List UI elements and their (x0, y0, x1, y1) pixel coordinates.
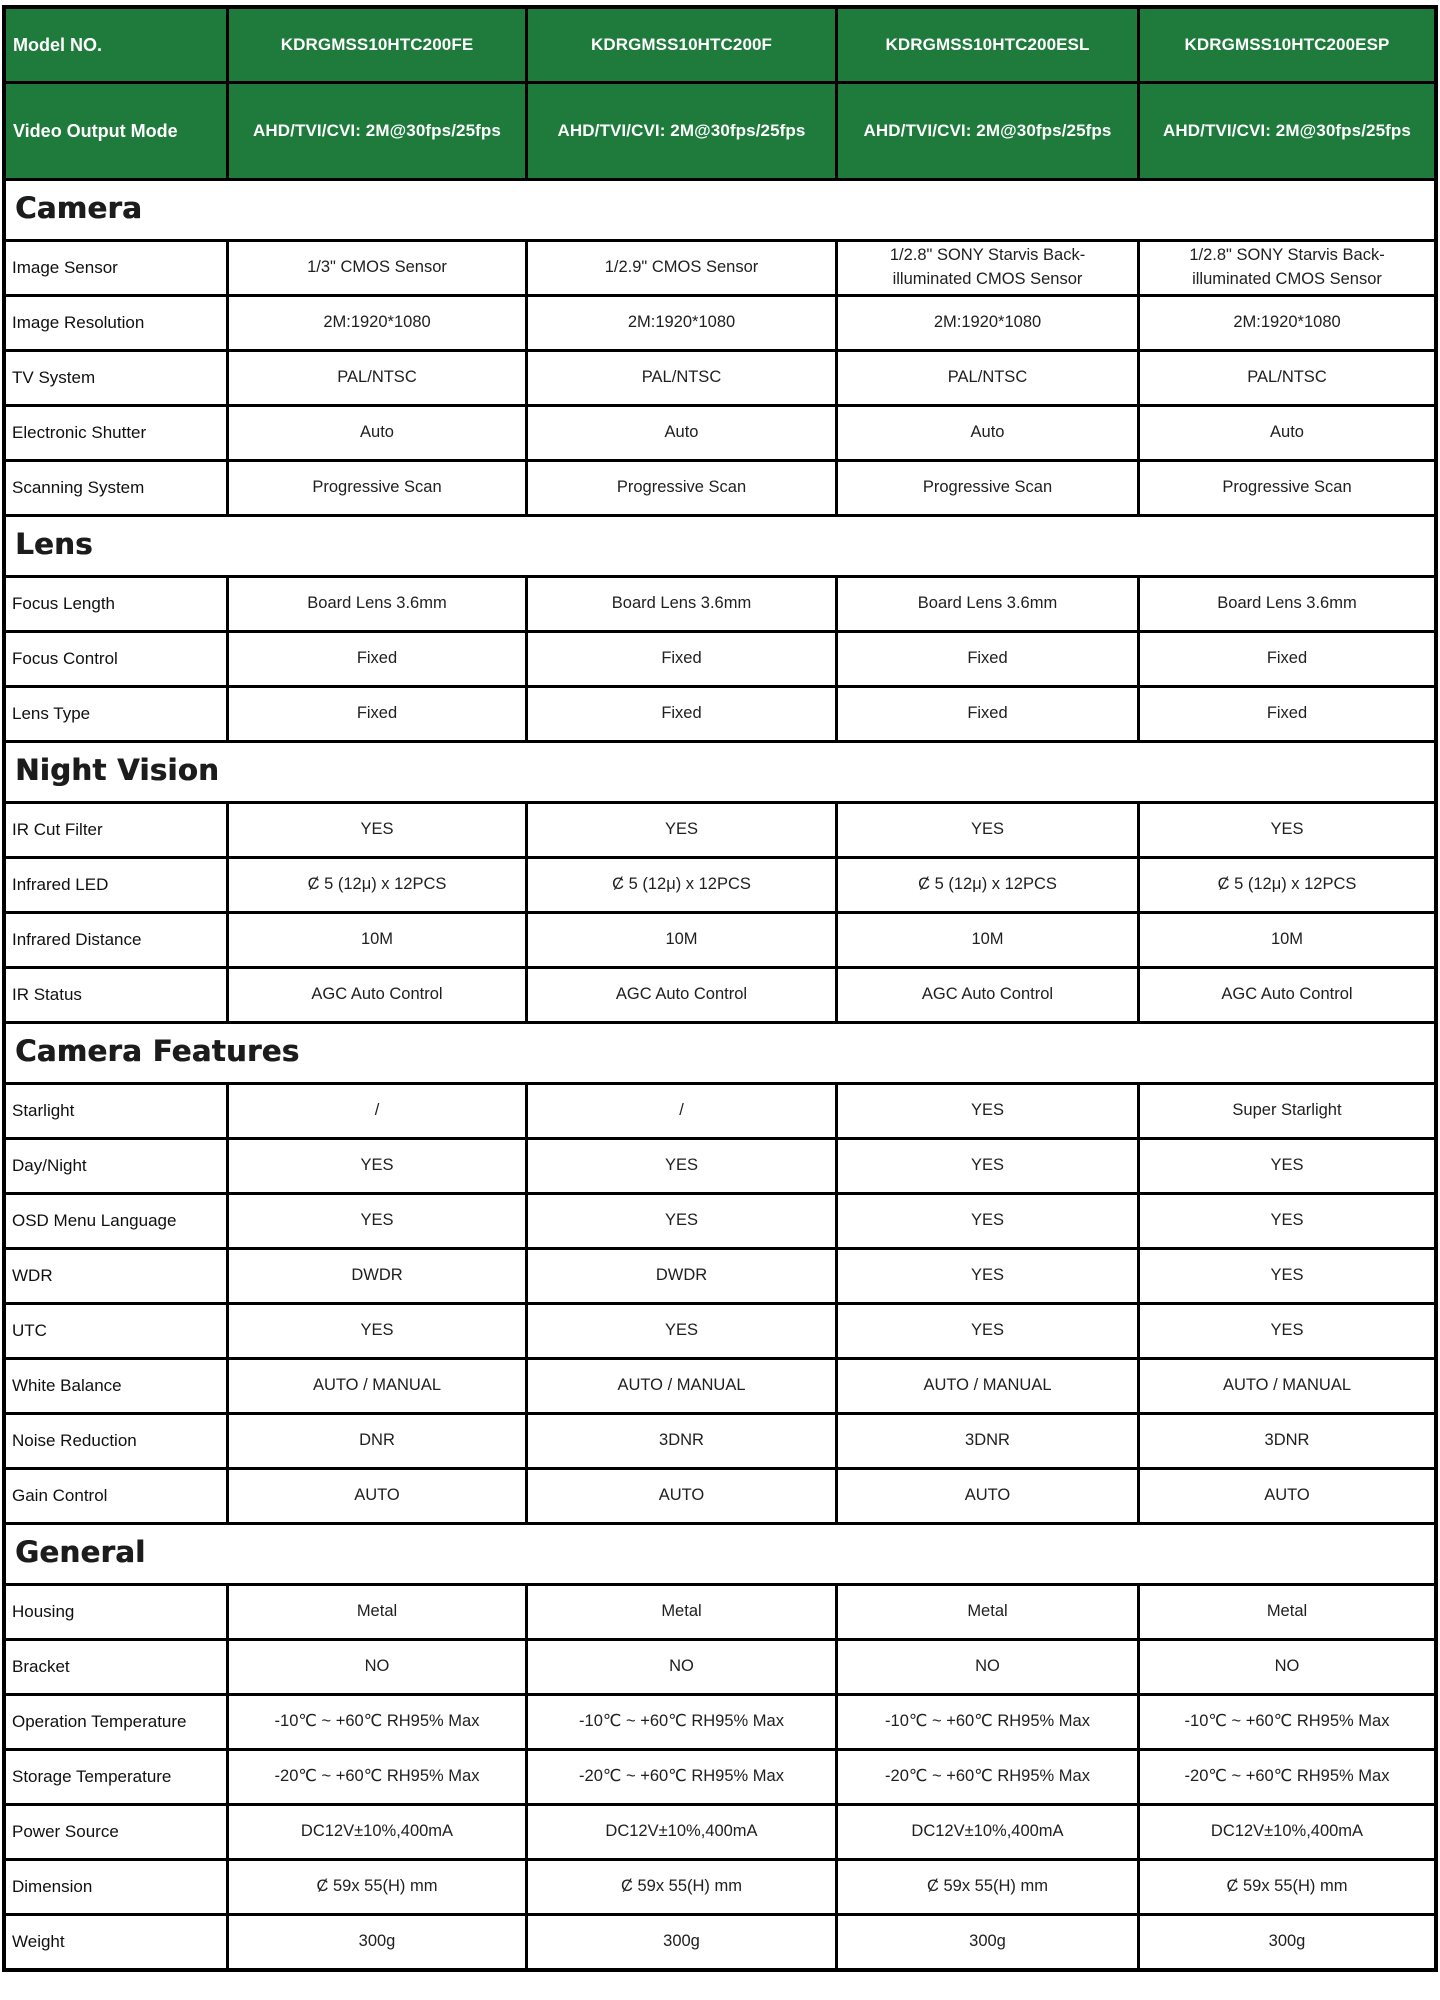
spec-row-tv-system (6, 352, 1434, 404)
spec-row-starlight (6, 1085, 1434, 1137)
spec-value: 3DNR (1140, 1415, 1434, 1467)
spec-value: AUTO / MANUAL (1140, 1360, 1434, 1412)
spec-label: IR Cut Filter (6, 804, 226, 856)
spec-value: YES (528, 1140, 835, 1192)
spec-value: YES (229, 1195, 525, 1247)
section-title: Camera Features (15, 1034, 300, 1068)
video-output-row (6, 84, 1434, 178)
spec-label: Housing (6, 1586, 226, 1638)
spec-value: YES (838, 804, 1137, 856)
spec-value: PAL/NTSC (1140, 352, 1434, 404)
spec-row-focus-length (6, 578, 1434, 630)
spec-label: Power Source (6, 1806, 226, 1858)
spec-value: YES (528, 804, 835, 856)
spec-value: -20℃ ~ +60℃ RH95% Max (838, 1751, 1137, 1803)
spec-value: AGC Auto Control (229, 969, 525, 1021)
spec-value: Fixed (838, 688, 1137, 740)
spec-value: AUTO / MANUAL (838, 1360, 1137, 1412)
spec-label: UTC (6, 1305, 226, 1357)
spec-value: AUTO (838, 1470, 1137, 1522)
spec-label: Image Resolution (6, 297, 226, 349)
spec-row-infrared-led (6, 859, 1434, 911)
spec-label: Focus Control (6, 633, 226, 685)
spec-value: AGC Auto Control (528, 969, 835, 1021)
spec-value: Ȼ 5 (12μ) x 12PCS (229, 859, 525, 911)
spec-value: YES (229, 1305, 525, 1357)
spec-row-housing (6, 1586, 1434, 1638)
spec-value: Board Lens 3.6mm (838, 578, 1137, 630)
spec-value: Ȼ 59x 55(H) mm (838, 1861, 1137, 1913)
model-name-col-2: KDRGMSS10HTC200F (528, 9, 835, 81)
spec-value: Auto (229, 407, 525, 459)
spec-value: Metal (838, 1586, 1137, 1638)
spec-value: Super Starlight (1140, 1085, 1434, 1137)
video-mode-col-2: AHD/TVI/CVI: 2M@30fps/25fps (528, 84, 835, 178)
section-band-general (6, 1525, 1434, 1583)
spec-value: DC12V±10%,400mA (838, 1806, 1137, 1858)
section-band-lens (6, 517, 1434, 575)
spec-value: Progressive Scan (1140, 462, 1434, 514)
spec-value: Metal (229, 1586, 525, 1638)
spec-value: Progressive Scan (229, 462, 525, 514)
model-header-row (6, 9, 1434, 81)
spec-label: Dimension (6, 1861, 226, 1913)
spec-value: AUTO / MANUAL (229, 1360, 525, 1412)
spec-value: YES (528, 1305, 835, 1357)
spec-value: Ȼ 59x 55(H) mm (528, 1861, 835, 1913)
spec-value: AUTO (229, 1470, 525, 1522)
spec-value: YES (838, 1305, 1137, 1357)
spec-value: Progressive Scan (838, 462, 1137, 514)
spec-row-electronic-shutter (6, 407, 1434, 459)
video-mode-col-1: AHD/TVI/CVI: 2M@30fps/25fps (229, 84, 525, 178)
section-title: Camera (15, 191, 143, 225)
spec-value: Ȼ 5 (12μ) x 12PCS (1140, 859, 1434, 911)
video-mode-col-4: AHD/TVI/CVI: 2M@30fps/25fps (1140, 84, 1434, 178)
section-title: Lens (15, 527, 93, 561)
spec-row-ir-status (6, 969, 1434, 1021)
spec-value: DWDR (229, 1250, 525, 1302)
spec-value: AGC Auto Control (838, 969, 1137, 1021)
spec-value: DC12V±10%,400mA (229, 1806, 525, 1858)
spec-value: 10M (1140, 914, 1434, 966)
spec-value: Fixed (528, 688, 835, 740)
spec-value: YES (1140, 1250, 1434, 1302)
spec-value: AGC Auto Control (1140, 969, 1434, 1021)
video-row-label: Video Output Mode (6, 84, 226, 178)
spec-label: Operation Temperature (6, 1696, 226, 1748)
spec-value: NO (229, 1641, 525, 1693)
model-name-col-4: KDRGMSS10HTC200ESP (1140, 9, 1434, 81)
spec-value: DC12V±10%,400mA (1140, 1806, 1434, 1858)
spec-value: 1/2.8" SONY Starvis Back-illuminated CMOS Sensor (838, 242, 1137, 294)
spec-value: YES (528, 1195, 835, 1247)
spec-label: OSD Menu Language (6, 1195, 226, 1247)
spec-row-ir-cut-filter (6, 804, 1434, 856)
spec-value: 300g (528, 1916, 835, 1968)
spec-value: Fixed (229, 688, 525, 740)
spec-label: Weight (6, 1916, 226, 1968)
spec-value: AUTO (528, 1470, 835, 1522)
section-band-night-vision (6, 743, 1434, 801)
spec-value: / (229, 1085, 525, 1137)
spec-label: Focus Length (6, 578, 226, 630)
spec-value: AUTO (1140, 1470, 1434, 1522)
spec-value: -20℃ ~ +60℃ RH95% Max (528, 1751, 835, 1803)
spec-value: NO (1140, 1641, 1434, 1693)
section-band-camera (6, 181, 1434, 239)
spec-value: 2M:1920*1080 (528, 297, 835, 349)
spec-value: Progressive Scan (528, 462, 835, 514)
spec-label: Storage Temperature (6, 1751, 226, 1803)
spec-row-image-sensor (6, 242, 1434, 294)
spec-row-wdr (6, 1250, 1434, 1302)
spec-value: 1/2.8" SONY Starvis Back-illuminated CMOS Sensor (1140, 242, 1434, 294)
spec-value: 10M (528, 914, 835, 966)
spec-label: Image Sensor (6, 242, 226, 294)
spec-value: PAL/NTSC (229, 352, 525, 404)
spec-row-utc (6, 1305, 1434, 1357)
spec-value: Ȼ 5 (12μ) x 12PCS (528, 859, 835, 911)
spec-row-power-source (6, 1806, 1434, 1858)
spec-value: PAL/NTSC (528, 352, 835, 404)
spec-value: -20℃ ~ +60℃ RH95% Max (229, 1751, 525, 1803)
spec-label: WDR (6, 1250, 226, 1302)
spec-value: 10M (838, 914, 1137, 966)
spec-value: Auto (528, 407, 835, 459)
spec-value: 1/2.9" CMOS Sensor (528, 242, 835, 294)
spec-row-day-night (6, 1140, 1434, 1192)
spec-value: 2M:1920*1080 (838, 297, 1137, 349)
model-row-label: Model NO. (6, 9, 226, 81)
spec-label: TV System (6, 352, 226, 404)
spec-row-operation-temperature (6, 1696, 1434, 1748)
spec-value: -10℃ ~ +60℃ RH95% Max (528, 1696, 835, 1748)
spec-row-noise-reduction (6, 1415, 1434, 1467)
spec-value: 3DNR (838, 1415, 1137, 1467)
spec-value: 2M:1920*1080 (229, 297, 525, 349)
section-band-camera-features (6, 1024, 1434, 1082)
spec-label: Starlight (6, 1085, 226, 1137)
spec-value: YES (838, 1140, 1137, 1192)
spec-value: YES (1140, 1305, 1434, 1357)
spec-value: AUTO / MANUAL (528, 1360, 835, 1412)
spec-row-weight (6, 1916, 1434, 1968)
spec-value: -10℃ ~ +60℃ RH95% Max (1140, 1696, 1434, 1748)
spec-value: Metal (528, 1586, 835, 1638)
spec-row-image-resolution (6, 297, 1434, 349)
spec-row-focus-control (6, 633, 1434, 685)
spec-row-dimension (6, 1861, 1434, 1913)
spec-value: YES (1140, 1140, 1434, 1192)
spec-label: Noise Reduction (6, 1415, 226, 1467)
spec-value: -10℃ ~ +60℃ RH95% Max (838, 1696, 1137, 1748)
spec-value: NO (528, 1641, 835, 1693)
spec-value: YES (229, 804, 525, 856)
camera-spec-table (2, 5, 1438, 1972)
spec-value: Fixed (229, 633, 525, 685)
spec-value: YES (838, 1195, 1137, 1247)
spec-value: Ȼ 59x 55(H) mm (229, 1861, 525, 1913)
spec-value: DNR (229, 1415, 525, 1467)
spec-value: -10℃ ~ +60℃ RH95% Max (229, 1696, 525, 1748)
spec-value: / (528, 1085, 835, 1137)
spec-label: Day/Night (6, 1140, 226, 1192)
spec-value: Fixed (838, 633, 1137, 685)
spec-label: Lens Type (6, 688, 226, 740)
model-name-col-1: KDRGMSS10HTC200FE (229, 9, 525, 81)
spec-value: 300g (838, 1916, 1137, 1968)
spec-value: -20℃ ~ +60℃ RH95% Max (1140, 1751, 1434, 1803)
spec-label: Gain Control (6, 1470, 226, 1522)
spec-label: IR Status (6, 969, 226, 1021)
spec-row-osd-menu-language (6, 1195, 1434, 1247)
spec-value: Board Lens 3.6mm (229, 578, 525, 630)
spec-value: 10M (229, 914, 525, 966)
spec-label: Scanning System (6, 462, 226, 514)
spec-label: Infrared LED (6, 859, 226, 911)
spec-value: Fixed (528, 633, 835, 685)
spec-value: Fixed (1140, 633, 1434, 685)
spec-value: 3DNR (528, 1415, 835, 1467)
spec-row-bracket (6, 1641, 1434, 1693)
spec-row-infrared-distance (6, 914, 1434, 966)
spec-value: YES (1140, 804, 1434, 856)
spec-value: NO (838, 1641, 1137, 1693)
section-title: General (15, 1535, 146, 1569)
spec-label: Bracket (6, 1641, 226, 1693)
spec-value: 300g (229, 1916, 525, 1968)
spec-value: DC12V±10%,400mA (528, 1806, 835, 1858)
spec-value: Ȼ 5 (12μ) x 12PCS (838, 859, 1137, 911)
spec-row-storage-temperature (6, 1751, 1434, 1803)
video-mode-col-3: AHD/TVI/CVI: 2M@30fps/25fps (838, 84, 1137, 178)
spec-label: Electronic Shutter (6, 407, 226, 459)
spec-value: Board Lens 3.6mm (1140, 578, 1434, 630)
spec-value: Board Lens 3.6mm (528, 578, 835, 630)
spec-label: Infrared Distance (6, 914, 226, 966)
spec-value: 2M:1920*1080 (1140, 297, 1434, 349)
spec-row-lens-type (6, 688, 1434, 740)
spec-value: YES (1140, 1195, 1434, 1247)
spec-row-gain-control (6, 1470, 1434, 1522)
model-name-col-3: KDRGMSS10HTC200ESL (838, 9, 1137, 81)
spec-row-white-balance (6, 1360, 1434, 1412)
spec-value: Metal (1140, 1586, 1434, 1638)
spec-value: Auto (838, 407, 1137, 459)
section-title: Night Vision (15, 753, 220, 787)
spec-label: White Balance (6, 1360, 226, 1412)
spec-value: Auto (1140, 407, 1434, 459)
spec-value: DWDR (528, 1250, 835, 1302)
spec-value: 300g (1140, 1916, 1434, 1968)
spec-value: Fixed (1140, 688, 1434, 740)
spec-value: PAL/NTSC (838, 352, 1137, 404)
spec-value: Ȼ 59x 55(H) mm (1140, 1861, 1434, 1913)
spec-value: YES (838, 1250, 1137, 1302)
spec-value: 1/3" CMOS Sensor (229, 242, 525, 294)
spec-value: YES (229, 1140, 525, 1192)
spec-row-scanning-system (6, 462, 1434, 514)
spec-value: YES (838, 1085, 1137, 1137)
